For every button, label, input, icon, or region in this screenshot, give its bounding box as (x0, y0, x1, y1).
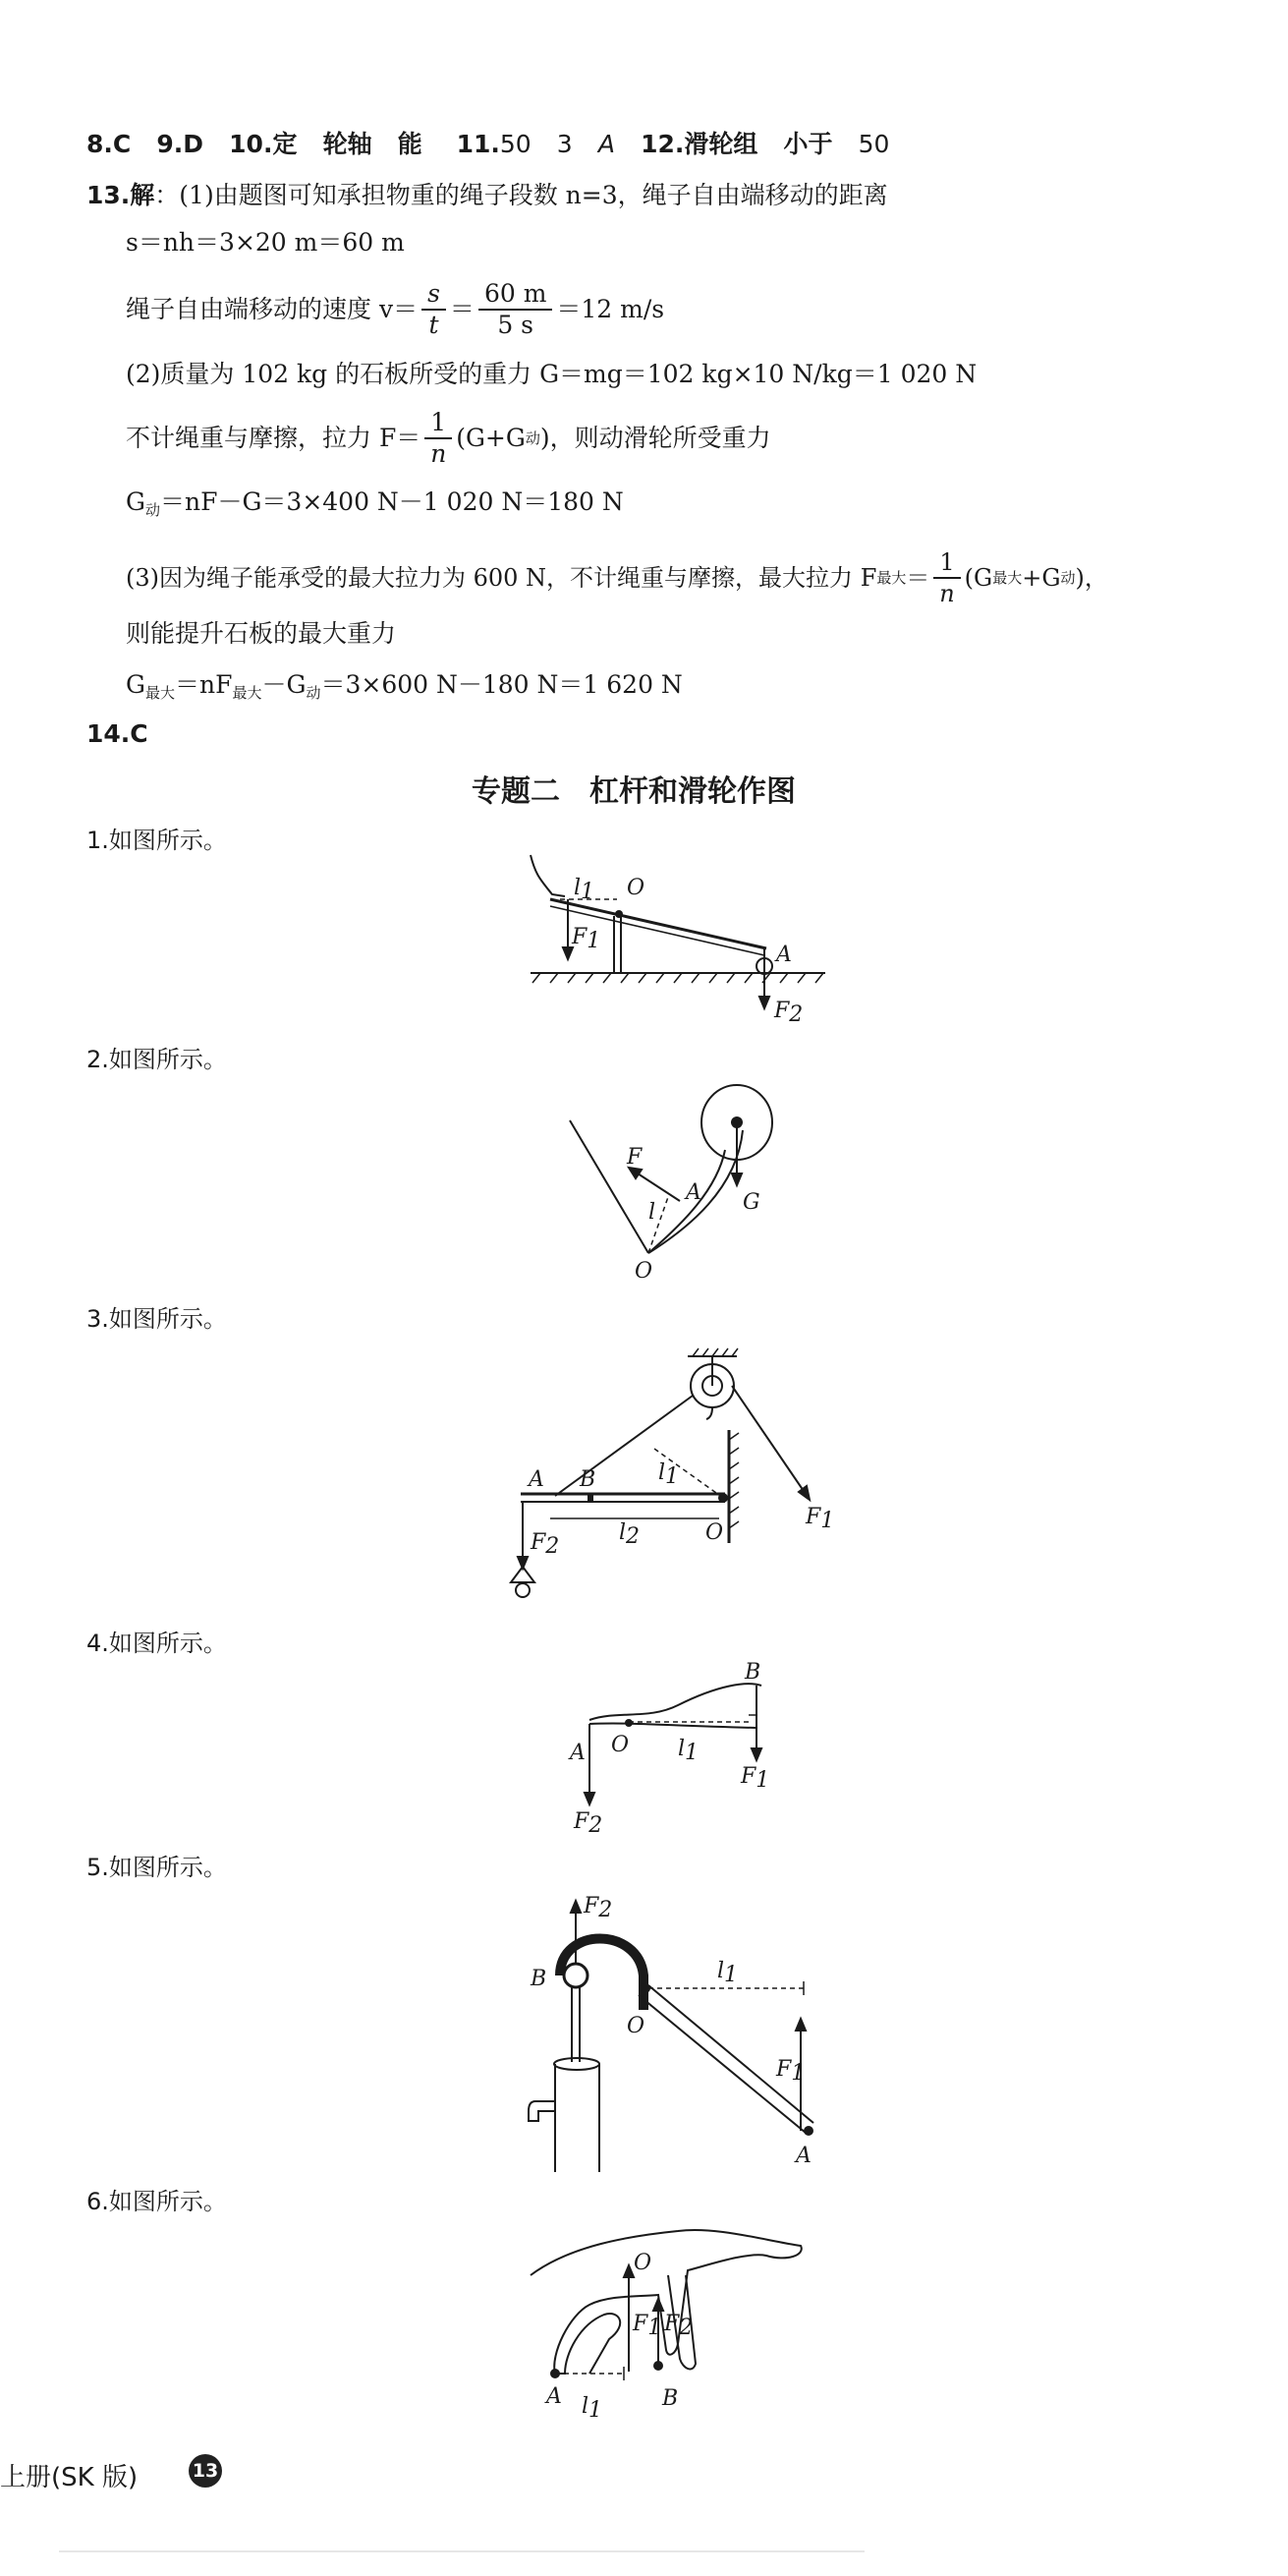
bottom-rule (59, 2550, 865, 2552)
q13-line8: 则能提升石板的最大重力 (126, 619, 397, 648)
point-b (588, 1494, 593, 1502)
answer-q11-c: A (597, 130, 615, 158)
fraction-60m-5s (478, 279, 552, 340)
q13-max-plus: +G (1022, 564, 1061, 592)
label-a: A (686, 1180, 701, 1205)
q13-max-prefix: (3)因为绳子能承受的最大拉力为 600 N，不计绳重与摩擦，最大拉力 F (126, 564, 877, 592)
q13-line1 (86, 179, 888, 212)
footer-text: 上册(SK 版) (0, 2463, 139, 2492)
fraction-num: 60 m (478, 279, 552, 311)
subscript: 动 (306, 684, 321, 702)
q13-gmax-symbol: G (126, 670, 145, 699)
point-b (653, 2361, 663, 2371)
label-l1: l1 (658, 1460, 680, 1489)
label-a: A (546, 2384, 562, 2409)
fraction-1-n-max (933, 547, 960, 608)
q13-g-rest: ＝nF－G＝3×400 N－1 020 N＝180 N (160, 487, 624, 516)
arrow-f2-head (585, 1793, 594, 1804)
subscript: 动 (1060, 569, 1076, 587)
pump-top (554, 2058, 599, 2070)
fraction-num: s (421, 279, 446, 311)
figure-4 (560, 1660, 786, 1838)
q13-label: 13.解 (86, 181, 155, 209)
answer-q10: 10.定 (229, 130, 298, 158)
arrow-f2-head (653, 2299, 663, 2311)
label-b: B (580, 1467, 596, 1492)
body-outline (531, 2230, 802, 2374)
figure-6 (511, 2226, 825, 2428)
answer-q12-a: 小于 (783, 130, 833, 158)
label-o: O (635, 1259, 653, 1284)
spout (529, 2101, 555, 2121)
label-l2: l2 (619, 1520, 641, 1549)
pivot-o (615, 910, 623, 918)
pump-body (555, 2064, 599, 2172)
arrow-f1-head (799, 1486, 810, 1500)
arrow-g-head (732, 1174, 742, 1185)
answer-q12-b: 50 (858, 130, 890, 158)
q13-text-1: ：(1)由题图可知承担物重的绳子段数 n=3，绳子自由端移动的距离 (154, 181, 888, 209)
q13-line5 (126, 407, 771, 470)
label-l1: l1 (574, 876, 595, 904)
label-f1: F1 (806, 1505, 835, 1533)
subscript: 最大 (876, 569, 907, 587)
q13-max-close: )， (1075, 564, 1108, 592)
answer-q11: 11. (456, 130, 500, 158)
label-f2: F2 (574, 1809, 603, 1838)
arrow-f2-head (571, 1901, 581, 1913)
subscript: 动 (144, 501, 160, 519)
label-f1: F1 (741, 1764, 770, 1793)
label-f2: F2 (664, 2312, 694, 2340)
q13-line7 (126, 546, 1108, 609)
arrow-f1-head (796, 2019, 806, 2031)
label-b: B (531, 1967, 547, 1991)
fraction-den: t (428, 311, 439, 339)
item-label-5: 5.如图所示。 (86, 1854, 227, 1881)
arrow-f1-head (752, 1748, 761, 1760)
answer-q10-b: 能 (397, 130, 422, 158)
label-o: O (611, 1733, 630, 1757)
label-l1: l1 (582, 2394, 603, 2423)
fraction-den: n (430, 439, 447, 468)
item-label-3: 3.如图所示。 (86, 1305, 227, 1333)
hand-outline (531, 855, 565, 896)
label-g: G (743, 1190, 760, 1215)
q13-max-open: (G (964, 564, 993, 592)
q13-line9 (126, 668, 683, 710)
subscript: 最大 (992, 569, 1023, 587)
q13-line6 (126, 486, 624, 527)
label-f2: F2 (774, 999, 804, 1027)
figure-2 (550, 1081, 806, 1288)
subscript: 最大 (144, 684, 175, 702)
pivot-o (641, 1983, 650, 1993)
label-o: O (634, 2251, 652, 2275)
label-a: A (776, 943, 792, 967)
point-a (804, 2126, 813, 2136)
fraction-s-t (421, 279, 446, 340)
q13-line4: (2)质量为 102 kg 的石板所受的重力 G＝mg＝102 kg×10 N/kg＝1 020 N (126, 360, 978, 388)
answers-line (86, 128, 889, 161)
hook (706, 1407, 712, 1419)
ball-center (731, 1116, 743, 1128)
label-o: O (627, 876, 645, 900)
lamp-bulb (516, 1583, 530, 1597)
arrow-f1-head (624, 2265, 634, 2277)
ceiling-hatch (693, 1348, 738, 1356)
q13-gmax-d: ＝3×600 N－180 N＝1 620 N (320, 670, 683, 699)
point-a (550, 2369, 560, 2378)
subscript: 动 (525, 429, 540, 447)
fraction-num: 1 (424, 408, 452, 439)
figure-1 (511, 855, 845, 1032)
arrow-f2-head (759, 997, 769, 1008)
label-o: O (705, 1520, 724, 1545)
pivot-o (625, 1719, 633, 1727)
answer-q8: 8.C (86, 130, 132, 158)
q13-force-prefix: 不计绳重与摩擦，拉力 F＝ (126, 424, 421, 452)
arrow-f (635, 1172, 680, 1201)
label-a: A (529, 1467, 544, 1492)
label-l: l (648, 1200, 656, 1225)
q13-force-tail: )，则动滑轮所受重力 (539, 424, 771, 452)
item-label-2: 2.如图所示。 (86, 1046, 227, 1073)
q13-speed-prefix: 绳子自由端移动的速度 v＝ (126, 295, 419, 323)
pivot-b (564, 1964, 588, 1987)
fraction-den: 5 s (497, 311, 534, 339)
q13-gmax-c: －G (261, 670, 307, 699)
figure-3 (491, 1346, 845, 1612)
q13-max-eq: ＝ (906, 564, 930, 592)
fraction-den: n (939, 580, 955, 607)
label-l1: l1 (717, 1959, 739, 1987)
item-label-6: 6.如图所示。 (86, 2188, 227, 2215)
label-f2: F2 (584, 1894, 613, 1922)
figure-5 (501, 1887, 835, 2172)
q13-line2: s＝nh＝3×20 m＝60 m (126, 228, 405, 257)
curve-bottom (589, 1723, 756, 1728)
label-f1: F1 (572, 925, 601, 953)
label-f1: F1 (633, 2312, 662, 2340)
fraction-1-n (424, 408, 452, 469)
answer-q9: 9.D (156, 130, 204, 158)
q13-gmax-b: ＝nF (175, 670, 233, 699)
q13-speed-suffix: ＝12 m/s (556, 295, 665, 323)
page-number-badge: 13 (189, 2454, 222, 2488)
label-a: A (570, 1741, 586, 1765)
fraction-num: 1 (933, 547, 960, 579)
label-l1: l1 (678, 1737, 700, 1765)
wall-line (570, 1120, 648, 1253)
arrow-f1 (732, 1386, 806, 1494)
label-o: O (627, 2014, 645, 2038)
ground-hatch (532, 973, 823, 983)
answer-q14: 14.C (86, 719, 148, 748)
q13-force-open: (G+G (456, 424, 526, 452)
label-f1: F1 (776, 2057, 806, 2086)
answer-q11-b: 3 (556, 130, 573, 158)
label-a: A (796, 2144, 812, 2168)
q13-g-symbol: G (126, 487, 145, 516)
label-f2: F2 (531, 1530, 560, 1559)
label-f: F (627, 1145, 643, 1170)
answer-q10-a: 轮轴 (322, 130, 372, 158)
label-b: B (662, 2386, 679, 2411)
item-label-1: 1.如图所示。 (86, 827, 227, 854)
label-b: B (745, 1660, 761, 1685)
section-title: 专题二 杠杆和滑轮作图 (472, 774, 796, 809)
answer-q12: 12.滑轮组 (641, 130, 758, 158)
subscript: 最大 (232, 684, 262, 702)
q13-line3: 绳子自由端移动的速度 v＝ $\frac{s}{t}$ ＝ $\frac{60 m}{5 s}$ ＝12 m/s (126, 279, 665, 339)
answer-q11-a: 50 (499, 130, 532, 158)
item-label-4: 4.如图所示。 (86, 1630, 227, 1657)
curve-top (589, 1684, 761, 1720)
pivot-o (718, 1493, 728, 1503)
